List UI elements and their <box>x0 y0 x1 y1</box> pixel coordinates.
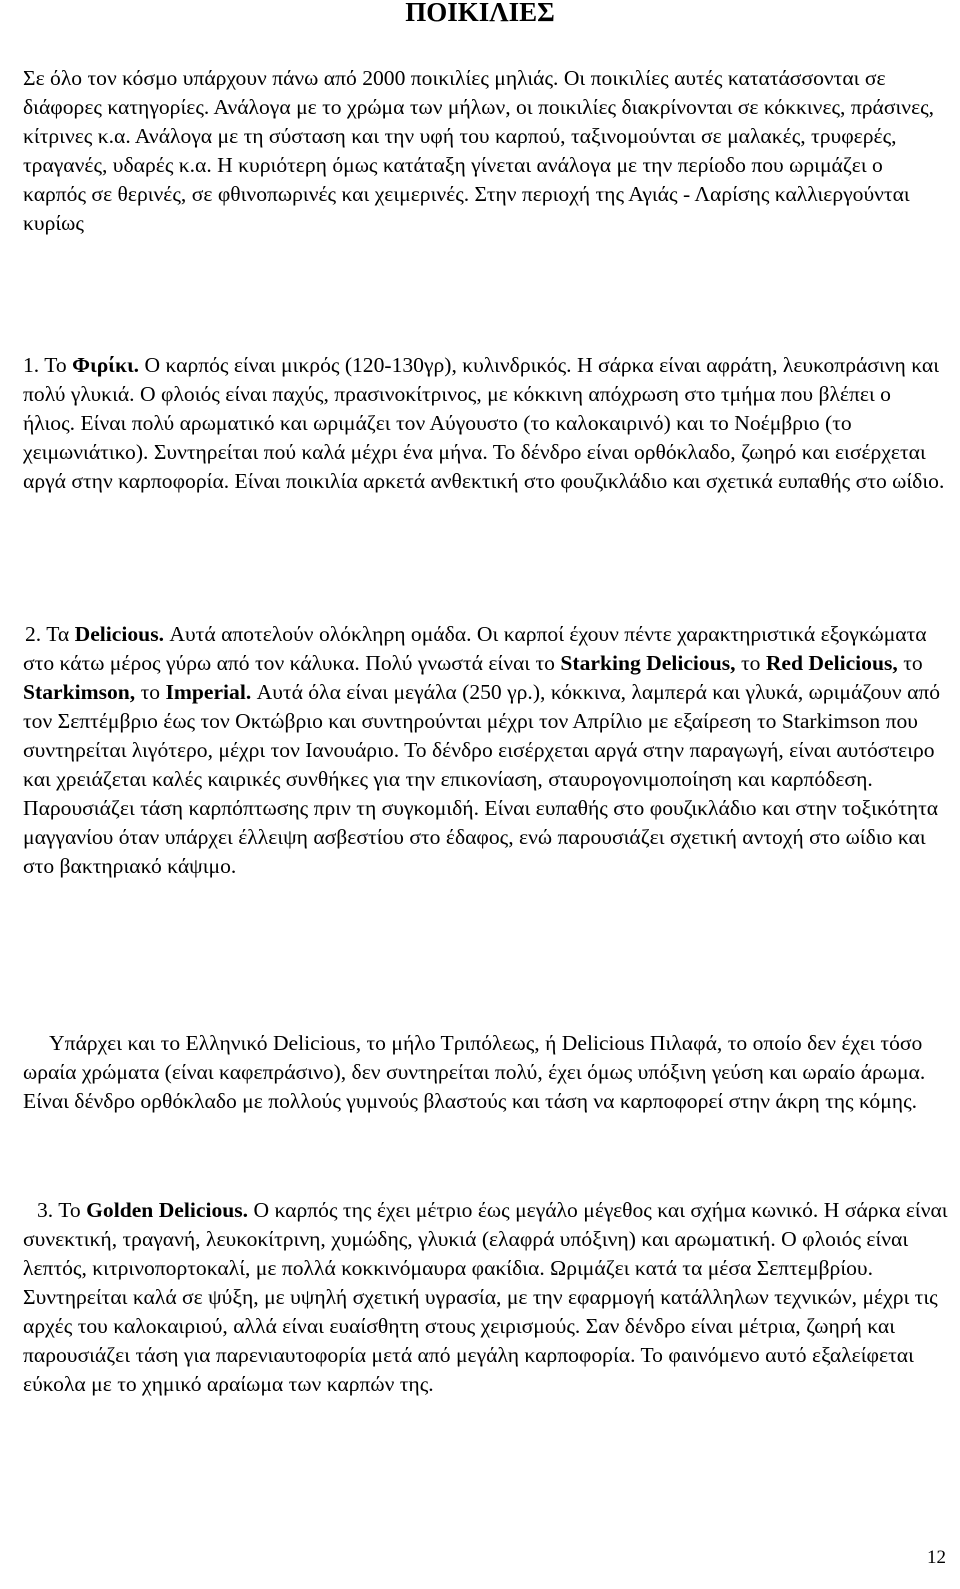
page-number: 12 <box>927 1547 946 1568</box>
intro-paragraph: Σε όλο τον κόσμο υπάρχουν πάνω από 2000 ποικιλίες μηλιάς. Οι ποικιλίες αυτές κατατάσσονται σε διάφορες κατηγορίες. Ανάλογα με το χρώμα των μήλων, οι ποικιλίες διακρίνονται σε κόκκινες, πράσινες, κίτρινες κ.α. Ανάλογα με τη σύσταση και την υφή του καρπού, ταξινομούνται σε μαλακές, τρυφερές, τραγανές, υδαρές κ.α. Η κυριότερη όμως κατάταξη γίνεται ανάλογα με την περίοδο που ωριμάζει ο καρπός σε θερινές, σε φθινοπωρινές και χειμερινές. Στην περιοχή της Αγιάς - Λαρίσης καλλιεργούνται κυρίως <box>23 66 935 235</box>
pilafa-paragraph <box>23 1029 948 1116</box>
golden-text: Ο καρπός της έχει μέτριο έως μεγάλο μέγεθος και σχήμα κωνικό. Η σάρκα είναι συνεκτική, τραγανή, λευκοκίτρινη, χυμώδης, γλυκιά (ελαφρά υπόξινη) και αρωματική. Ο φλοιός είναι λεπτός, κιτρινοπορτοκαλί, με πολλά κοκκινόμαυρα φακίδια. Ωριμάζει κατά τα μέσα Σεπτεμβρίου. Συντηρείται καλά σε ψύξη, με υψηλή σχετική υγρασία, με την εφαρμογή κατάλληλων τεχνικών, μέχρι τις αρχές του καλοκαιριού, αλλά είναι ευαίσθητη στους χειρισμούς. Σαν δένδρο είναι μέτρια, ζωηρή και παρουσιάζει τάση για παρενιαυτοφορία μετά από μεγάλη καρποφορία. Το φαινόμενο αυτό εξαλείφεται εύκολα με το χημικό αραίωμα των καρπών της. <box>23 1198 948 1396</box>
firiki-text: Ο καρπός είναι μικρός (120-130γρ), κυλινδρικός. Η σάρκα είναι αφράτη, λευκοπράσινη και πολύ γλυκιά. Ο φλοιός είναι παχύς, πρασινοκίτρινος, με κόκκινη απόχρωση στο τμήμα που βλέπει ο ήλιος. Είναι πολύ αρωματικό και ωριμάζει τον Αύγουστο (το καλοκαιρινό) και το Νοέμβριο (το χειμωνιάτικο). Συντηρείται πού καλά μέχρι ένα μήνα. Το δένδρο είναι ορθόκλαδο, ζωηρό και εισέρχεται αργά στην καρποφορία. Είναι ποικιλία αρκετά ανθεκτική στο φουζικλάδιο και σχετικά ευπαθής στο ωίδιο. <box>23 353 945 493</box>
page-title: ΠΟΙΚΙΛΙΕΣ <box>405 0 555 27</box>
golden-name: Golden Delicious. <box>86 1198 249 1222</box>
delicious-sep-1: το <box>735 651 766 675</box>
variety-starking: Starking Delicious, <box>560 651 736 675</box>
variety-imperial: Imperial. <box>165 680 252 704</box>
variety-red-delicious: Red Delicious, <box>765 651 898 675</box>
delicious-sep-3: το <box>135 680 166 704</box>
variety-starkimson: Starkimson, <box>23 680 136 704</box>
golden-prefix: 3. Το <box>37 1198 87 1222</box>
firiki-paragraph <box>23 351 948 496</box>
firiki-name: Φιρίκι. <box>72 353 140 377</box>
golden-paragraph <box>23 1196 948 1399</box>
delicious-prefix: 2. Τα <box>25 622 75 646</box>
delicious-paragraph <box>23 620 948 881</box>
delicious-sep-2: το <box>897 651 923 675</box>
delicious-text-1: Αυτά αποτελούν ολόκληρη ομάδα. Οι καρποί έχουν πέντε χαρακτηριστικά εξογκώματα στο κάτω μέρος γύρω από τον κάλυκα. Πολύ γνωστά είναι το <box>23 622 927 675</box>
delicious-name: Delicious. <box>74 622 164 646</box>
pilafa-text: Υπάρχει και το Ελληνικό Delicious, το μήλο Τριπόλεως, ή Delicious Πιλαφά, το οποίο δεν έχει τόσο ωραία χρώματα (είναι καφεπράσινο), δεν συντηρείται πολύ, έχει όμως υπόξινη γεύση και ωραίο άρωμα. Είναι δένδρο ορθόκλαδο με πολλούς γυμνούς βλαστούς και τάση να καρποφορεί στην άκρη της κόμης. <box>23 1031 926 1113</box>
delicious-text-2: Αυτά όλα είναι μεγάλα (250 γρ.), κόκκινα, λαμπερά και γλυκά, ωριμάζουν από τον Σεπτέμβριο έως τον Οκτώβριο και συντηρούνται μέχρι τον Απρίλιο με εξαίρεση το Starkimson που συντηρείται λιγότερο, μέχρι τον Ιανουάριο. Το δένδρο εισέρχεται αργά στην παραγωγή, είναι αυτόστειρο και χρειάζεται καλές καιρικές συνθήκες για την επικονίαση, σταυρογονιμοποίηση και καρπόδεση. Παρουσιάζει τάση καρπόπτωσης πριν τη συγκομιδή. Είναι ευπαθής στο φουζικλάδιο και στην τοξικότητα μαγγανίου όταν υπάρχει έλλειψη ασβεστίου στο έδαφος, ενώ παρουσιάζει σχετική αντοχή στο ωίδιο και στο βακτηριακό κάψιμο. <box>23 680 941 878</box>
firiki-prefix: 1. Το <box>23 353 73 377</box>
